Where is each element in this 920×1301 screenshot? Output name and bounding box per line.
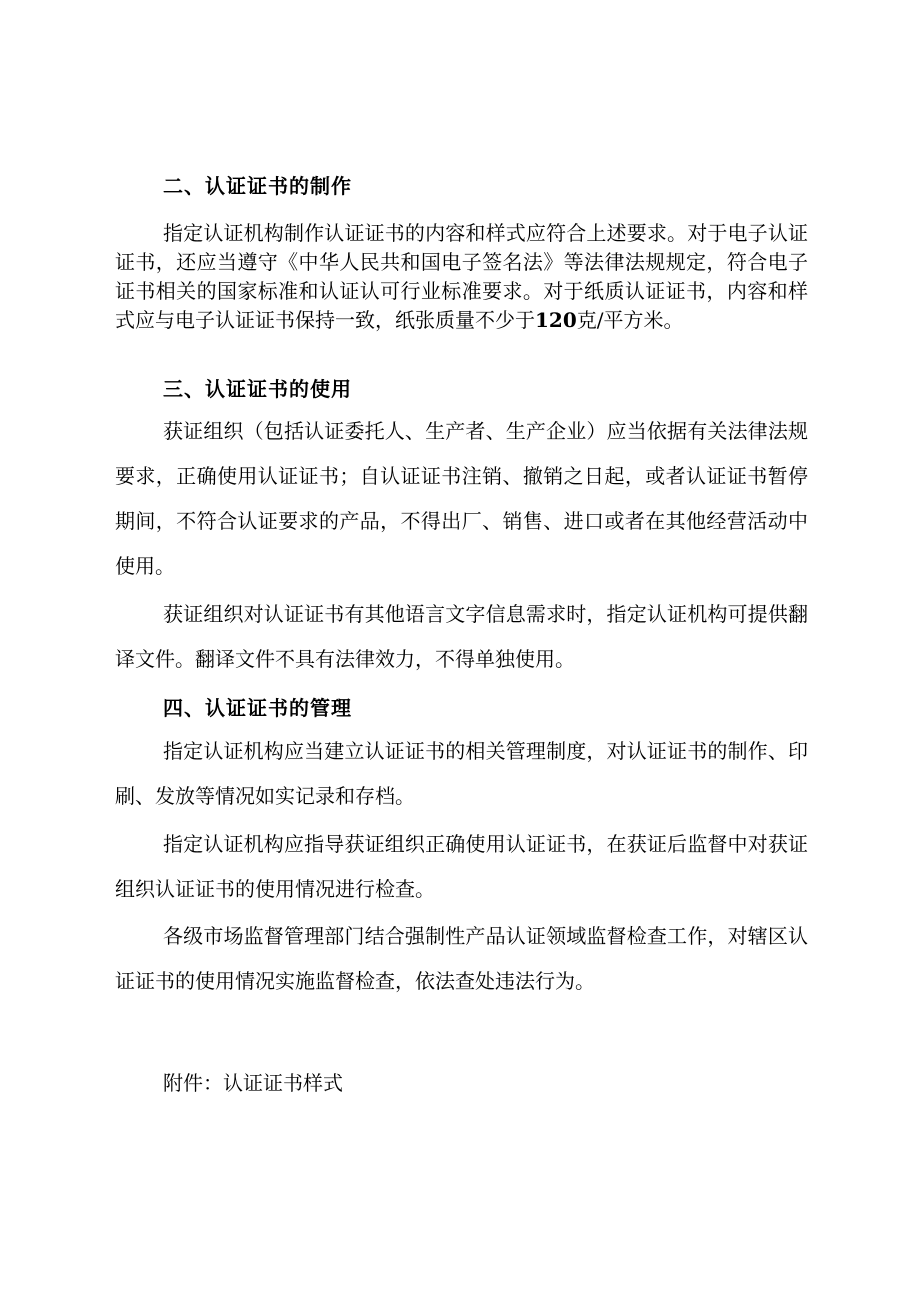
paragraph-production-unit: 克/平方米。: [576, 308, 684, 332]
paragraph-management-1: 指定认证机构应当建立认证证书的相关管理制度，对认证证书的制作、印刷、发放等情况如实记录和存档。: [115, 739, 808, 808]
paragraph-production-text: 指定认证机构制作认证证书的内容和样式应符合上述要求。对于电子认证证书，还应当遵守《中华人民共和国电子签名法》等法律法规规定，符合电子证书相关的国家标准和认证认可行业标准要求。对于纸质认证证书，内容和样式应与电子认证证书保持一致，纸张质量不少于: [115, 221, 808, 332]
section-heading-management: 四、认证证书的管理: [163, 696, 352, 720]
paragraph-usage-1: 获证组织（包括认证委托人、生产者、生产企业）应当依据有关法律法规要求，正确使用认证证书；自认证证书注销、撤销之日起，或者认证证书暂停期间，不符合认证要求的产品，不得出厂、销售、进口或者在其他经营活动中使用。: [115, 419, 808, 578]
paragraph-management-3: 各级市场监督管理部门结合强制性产品认证领域监督检查工作，对辖区认证证书的使用情况实施监督检查，依法查处违法行为。: [115, 924, 808, 993]
paragraph-production: [115, 219, 808, 335]
paragraph-management-2: 指定认证机构应指导获证组织正确使用认证证书，在获证后监督中对获证组织认证证书的使用情况进行检查。: [115, 832, 808, 901]
section-heading-production: 二、认证证书的制作: [163, 174, 352, 198]
attachment-note: 附件：认证证书样式: [163, 1071, 343, 1095]
paper-weight-number: 120: [535, 308, 577, 332]
section-heading-usage: 三、认证证书的使用: [163, 377, 352, 401]
paragraph-usage-2: 获证组织对认证证书有其他语言文字信息需求时，指定认证机构可提供翻译文件。翻译文件不具有法律效力，不得单独使用。: [115, 602, 808, 671]
